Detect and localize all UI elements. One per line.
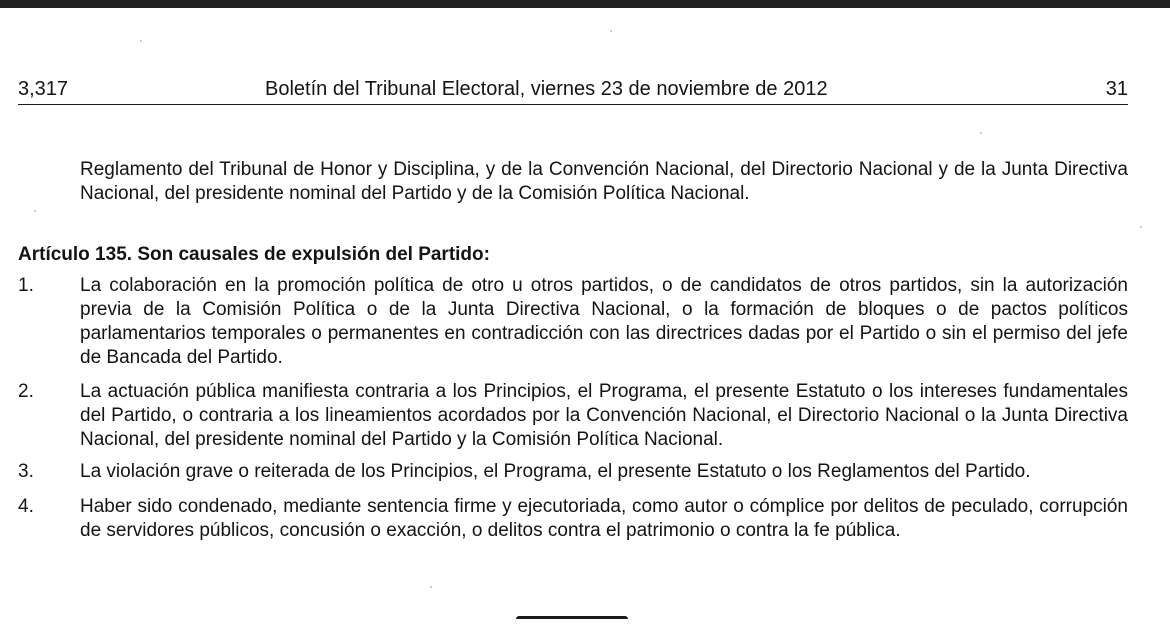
scan-speck — [140, 40, 142, 42]
list-item — [18, 495, 1128, 543]
cropped-section-heading — [510, 610, 640, 624]
list-item — [18, 460, 1128, 484]
item-number: 4. — [18, 496, 34, 517]
item-text: La actuación pública manifiesta contraria a los Principios, el Programa, el presente Estatuto o los intereses fundamentales del Partido, o contraria a los lineamientos acordados por la Convención Nacional, el Directorio Nacional o la Junta Directiva Nacional, del presidente nominal del Partido y la Comisión Política Nacional. — [80, 381, 1128, 450]
item-text: La colaboración en la promoción política de otro u otros partidos, o de candidatos de otros partidos, sin la autorización previa de la Comisión Política o de la Junta Directiva Nacional, o la formación de bloques o de pactos políticos parlamentarios temporales o permanentes en contradicción con las directrices dadas por el Partido o sin el permiso del jefe de Bancada del Partido. — [80, 275, 1128, 368]
page-number: 31 — [1105, 78, 1128, 100]
bulletin-title: Boletín del Tribunal Electoral, viernes 23 de noviembre de 2012 — [265, 78, 828, 100]
scan-speck — [980, 132, 982, 134]
scan-speck — [1140, 226, 1142, 228]
scan-speck — [610, 30, 612, 32]
item-number: 1. — [18, 275, 34, 296]
article-heading: Artículo 135. Son causales de expulsión del Partido: — [18, 244, 490, 265]
list-item — [18, 380, 1128, 452]
scan-speck — [34, 210, 36, 212]
item-number: 3. — [18, 461, 34, 482]
bulletin-issue-number: 3,317 — [18, 78, 69, 100]
page-header — [18, 78, 1128, 104]
list-item — [18, 274, 1128, 370]
intro-paragraph: Reglamento del Tribunal de Honor y Disciplina, y de la Convención Nacional, del Directorio Nacional y de la Junta Directiva Nacional, del presidente nominal del Partido y de la Comisión Política Nacional. — [80, 159, 1128, 204]
top-dark-band — [0, 0, 1170, 8]
article-item-list — [18, 274, 1128, 543]
item-text: Haber sido condenado, mediante sentencia firme y ejecutoriada, como autor o cómplice por delitos de peculado, corrupción de servidores públicos, concusión o exacción, o delitos contra el patrimonio o contra la fe pública. — [80, 496, 1128, 541]
item-text: La violación grave o reiterada de los Principios, el Programa, el presente Estatuto o los Reglamentos del Partido. — [80, 461, 1031, 482]
item-number: 2. — [18, 381, 34, 402]
scan-speck — [430, 586, 432, 588]
header-rule — [18, 104, 1128, 105]
